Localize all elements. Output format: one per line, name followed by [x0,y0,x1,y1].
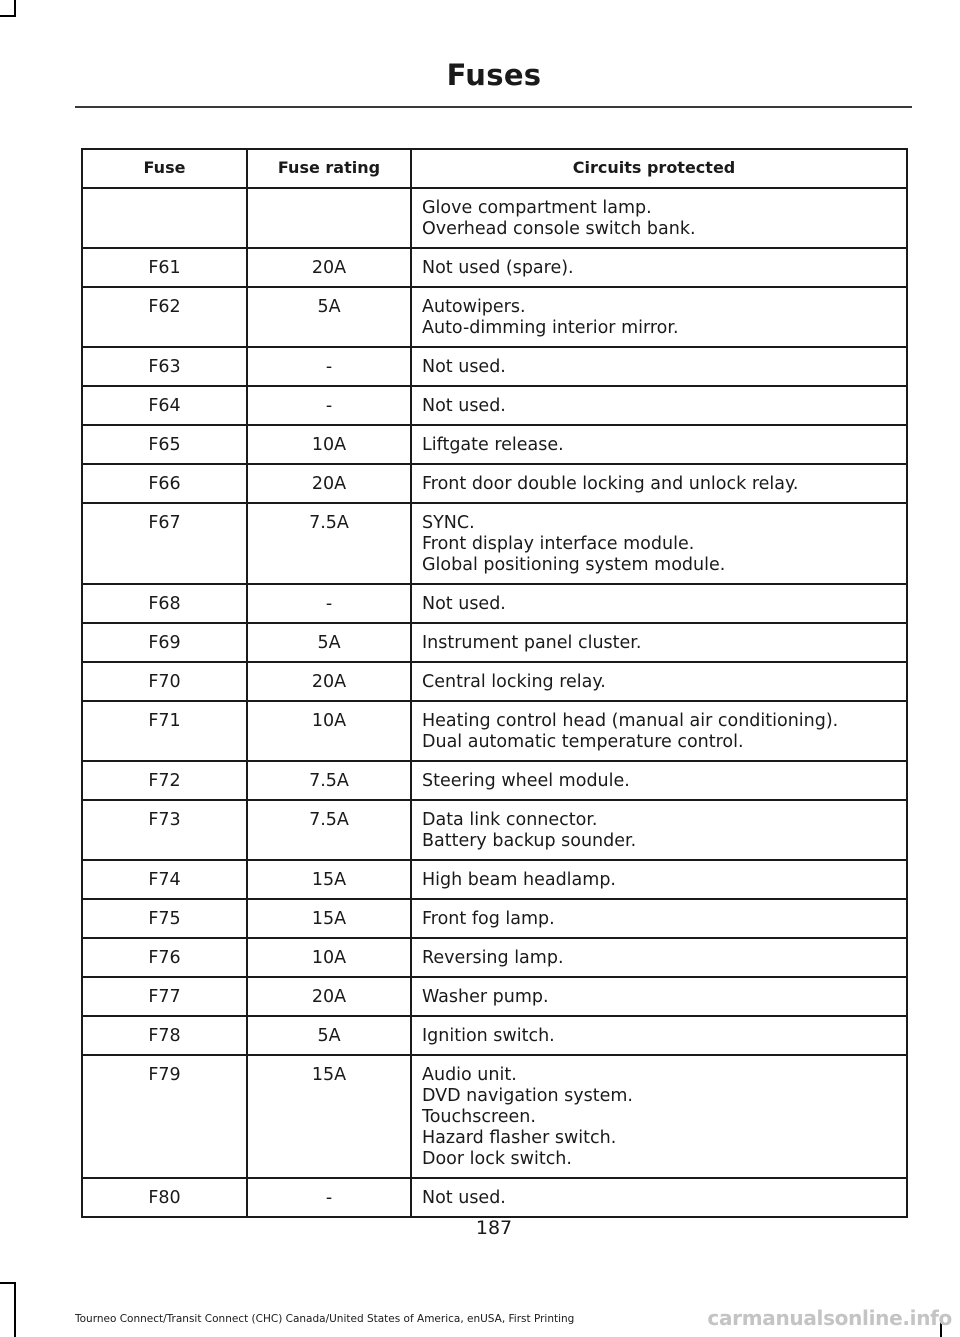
table-row [82,464,907,503]
table-row [82,248,907,287]
circuits-protected-cell [411,503,907,584]
fuse-id-cell: F61 [82,248,247,287]
fuse-id-cell: F73 [82,800,247,860]
fuse-rating-cell: 7.5A [247,503,411,584]
fuse-id-cell: F71 [82,701,247,761]
fuse-id-cell: F68 [82,584,247,623]
fuse-id-cell: F62 [82,287,247,347]
circuit-line: Not used. [422,594,506,614]
circuits-protected-cell [411,899,907,938]
table-row [82,800,907,860]
table-row [82,1016,907,1055]
circuit-line: Central locking relay. [422,672,606,692]
circuit-line: Data link connector. [422,810,598,830]
fuse-rating-cell: - [247,584,411,623]
fuse-id-cell: F69 [82,623,247,662]
fuse-rating-cell: 20A [247,662,411,701]
circuits-protected-cell [411,1016,907,1055]
fuse-table [81,148,908,1218]
fuse-id-cell: F70 [82,662,247,701]
table-row [82,1055,907,1178]
fuse-id-cell: F64 [82,386,247,425]
fuse-id-cell: F65 [82,425,247,464]
circuits-protected-cell [411,938,907,977]
circuit-line: Front door double locking and unlock relay. [422,474,799,494]
table-row [82,1178,907,1217]
circuits-protected-cell [411,464,907,503]
fuse-rating-cell: 15A [247,1055,411,1178]
header-fuse-rating: Fuse rating [247,149,411,188]
table-row [82,188,907,248]
fuse-table-body [82,188,907,1217]
circuit-line: Battery backup sounder. [422,831,637,851]
circuits-protected-cell [411,584,907,623]
circuits-protected-cell [411,800,907,860]
circuits-protected-cell [411,425,907,464]
fuse-id-cell: F67 [82,503,247,584]
circuits-protected-cell [411,860,907,899]
page-title: Fuses [446,58,542,92]
circuit-line: Glove compartment lamp. [422,198,652,218]
fuse-rating-cell: - [247,347,411,386]
fuse-rating-cell: 20A [247,464,411,503]
circuit-line: Steering wheel module. [422,771,630,791]
circuits-protected-cell [411,386,907,425]
circuit-line: Instrument panel cluster. [422,633,642,653]
table-row [82,623,907,662]
circuit-line: DVD navigation system. [422,1086,633,1106]
circuit-line: Dual automatic temperature control. [422,732,744,752]
fuse-rating-cell: 20A [247,248,411,287]
table-row [82,584,907,623]
table-row [82,701,907,761]
crop-mark-bottom-left-horizontal [0,1282,16,1284]
title-divider [75,106,912,108]
table-header-row [82,149,907,188]
fuse-rating-cell: 5A [247,287,411,347]
circuit-line: Hazard flasher switch. [422,1128,617,1148]
table-row [82,287,907,347]
fuse-rating-cell: 10A [247,425,411,464]
circuit-line: Overhead console switch bank. [422,219,696,239]
table-row [82,662,907,701]
circuits-protected-cell [411,662,907,701]
fuse-rating-cell: 5A [247,623,411,662]
circuit-line: Not used. [422,1188,506,1208]
fuse-id-cell: F76 [82,938,247,977]
circuits-protected-cell [411,287,907,347]
circuit-line: Washer pump. [422,987,549,1007]
circuit-line: Reversing lamp. [422,948,564,968]
circuits-protected-cell [411,188,907,248]
fuse-rating-cell: 10A [247,938,411,977]
circuit-line: Ignition switch. [422,1026,555,1046]
circuit-line: Front display interface module. [422,534,695,554]
circuit-line: SYNC. [422,513,475,533]
circuits-protected-cell [411,347,907,386]
circuits-protected-cell [411,248,907,287]
fuse-rating-cell: 20A [247,977,411,1016]
circuit-line: Autowipers. [422,297,526,317]
circuit-line: Door lock switch. [422,1149,572,1169]
table-row [82,425,907,464]
table-row [82,860,907,899]
table-row [82,386,907,425]
table-row [82,347,907,386]
table-row [82,977,907,1016]
table-row [82,761,907,800]
fuse-rating-cell: 15A [247,860,411,899]
header-circuits-protected: Circuits protected [411,149,907,188]
fuse-id-cell [82,188,247,248]
fuse-rating-cell: 7.5A [247,800,411,860]
circuit-line: Touchscreen. [422,1107,536,1127]
circuit-line: Not used. [422,357,506,377]
circuits-protected-cell [411,1178,907,1217]
watermark: carmanualsonline.info [707,1306,952,1330]
table-row [82,899,907,938]
fuse-rating-cell: - [247,386,411,425]
circuits-protected-cell [411,623,907,662]
fuse-rating-cell: 10A [247,701,411,761]
fuse-id-cell: F79 [82,1055,247,1178]
crop-mark-bottom-left [14,1282,16,1337]
fuse-rating-cell [247,188,411,248]
fuse-id-cell: F80 [82,1178,247,1217]
circuits-protected-cell [411,1055,907,1178]
fuse-id-cell: F78 [82,1016,247,1055]
fuse-id-cell: F74 [82,860,247,899]
fuse-rating-cell: - [247,1178,411,1217]
page-number: 187 [475,1217,513,1239]
circuits-protected-cell [411,761,907,800]
fuse-id-cell: F63 [82,347,247,386]
circuit-line: Heating control head (manual air conditioning). [422,711,839,731]
circuits-protected-cell [411,701,907,761]
circuit-line: Not used. [422,396,506,416]
table-row [82,938,907,977]
table-row [82,503,907,584]
header-fuse: Fuse [82,149,247,188]
crop-mark-top-left-horizontal [0,15,16,17]
circuit-line: Liftgate release. [422,435,564,455]
fuse-rating-cell: 15A [247,899,411,938]
circuit-line: High beam headlamp. [422,870,616,890]
circuit-line: Global positioning system module. [422,555,726,575]
circuit-line: Auto-dimming interior mirror. [422,318,679,338]
fuse-id-cell: F66 [82,464,247,503]
fuse-id-cell: F75 [82,899,247,938]
fuse-rating-cell: 5A [247,1016,411,1055]
circuit-line: Not used (spare). [422,258,574,278]
fuse-id-cell: F72 [82,761,247,800]
circuit-line: Front fog lamp. [422,909,555,929]
footer-text: Tourneo Connect/Transit Connect (CHC) Canada/United States of America, enUSA, First Printing [75,1313,575,1325]
fuse-rating-cell: 7.5A [247,761,411,800]
circuit-line: Audio unit. [422,1065,517,1085]
fuse-id-cell: F77 [82,977,247,1016]
circuits-protected-cell [411,977,907,1016]
